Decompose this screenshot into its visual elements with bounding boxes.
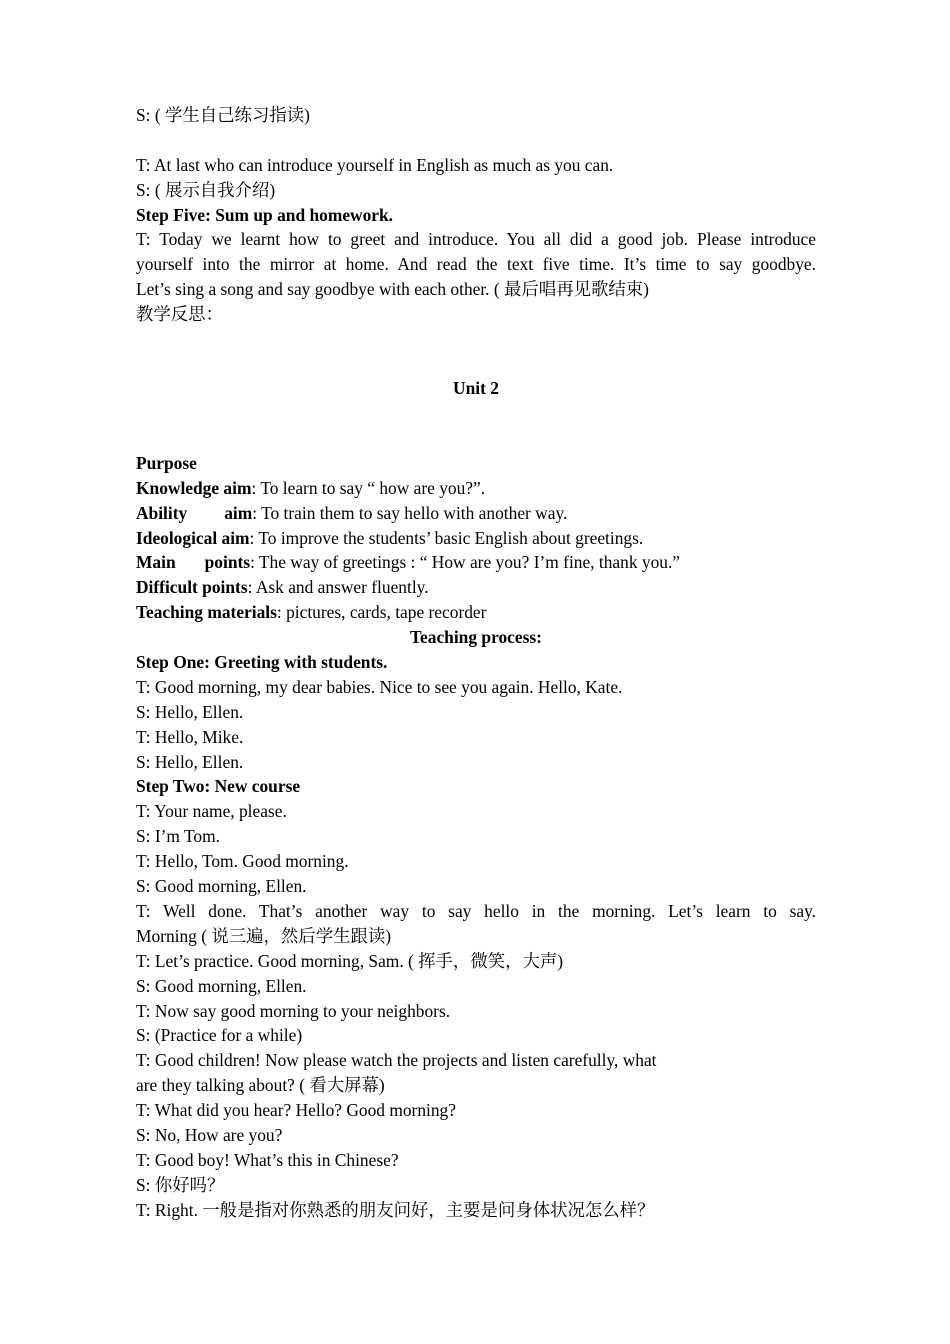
ideological-aim-label: Ideological aim bbox=[136, 527, 250, 548]
difficult-points-text: : Ask and answer fluently. bbox=[247, 577, 429, 598]
dialogue-line: S: Hello, Ellen. bbox=[136, 751, 244, 772]
document-page bbox=[136, 103, 816, 1223]
main-points-line bbox=[136, 550, 816, 575]
dialogue-line: T: Well done. That’s another way to say hello in the morning. Let’s learn to say. bbox=[136, 900, 816, 921]
knowledge-aim-label: Knowledge aim bbox=[136, 477, 252, 498]
reflection-label: 教学反思： bbox=[136, 304, 223, 325]
dialogue-line: S: 你好吗？ bbox=[136, 1174, 225, 1195]
main-points-text: : The way of greetings : “ How are you? I’m fine, thank you.” bbox=[250, 552, 681, 573]
ability-aim-label-word: Ability bbox=[136, 502, 188, 523]
dialogue-line: T: Hello, Mike. bbox=[136, 726, 244, 747]
step-five-heading: Step Five: Sum up and homework. bbox=[136, 204, 394, 225]
teacher-introduce-line: T: At last who can introduce yourself in English as much as you can. bbox=[136, 154, 614, 175]
ideological-aim-text: : To improve the students’ basic English about greetings. bbox=[249, 527, 644, 548]
ability-aim-label-aim: aim bbox=[224, 502, 253, 523]
dialogue-line: S: Hello, Ellen. bbox=[136, 701, 244, 722]
dialogue-line: T: Good boy! What’s this in Chinese? bbox=[136, 1149, 399, 1170]
main-points-label-word: Main bbox=[136, 552, 176, 573]
teaching-materials-line bbox=[136, 600, 816, 625]
spacer bbox=[136, 401, 816, 451]
difficult-points-label: Difficult points bbox=[136, 577, 248, 598]
dialogue-line: T: Hello, Tom. Good morning. bbox=[136, 851, 349, 872]
dialogue-line: S: No, How are you? bbox=[136, 1124, 283, 1145]
teacher-summary-line-1: T: Today we learnt how to greet and introduce. You all did a good job. Please introduce bbox=[136, 229, 816, 250]
teaching-process-heading: Teaching process: bbox=[410, 627, 542, 648]
teaching-materials-text: : pictures, cards, tape recorder bbox=[276, 602, 487, 623]
ability-aim-line bbox=[136, 501, 816, 526]
teacher-summary-line-3: Let’s sing a song and say goodbye with each other. ( 最后唱再见歌结束) bbox=[136, 279, 649, 300]
dialogue-line: S: Good morning, Ellen. bbox=[136, 876, 307, 897]
dialogue-line: T: Good children! Now please watch the projects and listen carefully, what bbox=[136, 1050, 657, 1071]
dialogue-line: T: What did you hear? Hello? Good morning? bbox=[136, 1100, 456, 1121]
ideological-aim-line bbox=[136, 526, 816, 551]
step-two-heading: Step Two: New course bbox=[136, 776, 301, 797]
student-show-line: S: ( 展示自我介绍) bbox=[136, 179, 276, 200]
knowledge-aim-line bbox=[136, 476, 816, 501]
dialogue-line: T: Let’s practice. Good morning, Sam. ( 挥手，微笑，大声) bbox=[136, 950, 564, 971]
dialogue-line: T: Your name, please. bbox=[136, 801, 287, 822]
main-points-label-points: points bbox=[204, 552, 251, 573]
dialogue-line: T: Good morning, my dear babies. Nice to see you again. Hello, Kate. bbox=[136, 676, 623, 697]
dialogue-line: are they talking about? ( 看大屏幕) bbox=[136, 1075, 385, 1096]
dialogue-line: S: Good morning, Ellen. bbox=[136, 975, 307, 996]
teaching-materials-label: Teaching materials bbox=[136, 602, 277, 623]
dialogue-line: T: Right. 一般是指对你熟悉的朋友问好，主要是问身体状况怎么样？ bbox=[136, 1199, 655, 1220]
dialogue-line: S: I’m Tom. bbox=[136, 826, 220, 847]
ability-aim-text: : To train them to say hello with another way. bbox=[252, 502, 568, 523]
student-practice-line: S: ( 学生自己练习指读) bbox=[136, 105, 310, 125]
purpose-heading: Purpose bbox=[136, 452, 197, 473]
difficult-points-line bbox=[136, 575, 816, 600]
blank-line bbox=[136, 128, 816, 153]
dialogue-line: Morning ( 说三遍，然后学生跟读) bbox=[136, 925, 392, 946]
spacer bbox=[136, 327, 816, 376]
dialogue-line: S: (Practice for a while) bbox=[136, 1025, 303, 1046]
knowledge-aim-text: : To learn to say “ how are you?”. bbox=[251, 477, 486, 498]
step-one-heading: Step One: Greeting with students. bbox=[136, 652, 388, 673]
teacher-summary-line-2: yourself into the mirror at home. And read the text five time. It’s time to say goodbye. bbox=[136, 254, 816, 275]
dialogue-line: T: Now say good morning to your neighbors. bbox=[136, 1000, 451, 1021]
unit-title: Unit 2 bbox=[453, 378, 499, 399]
